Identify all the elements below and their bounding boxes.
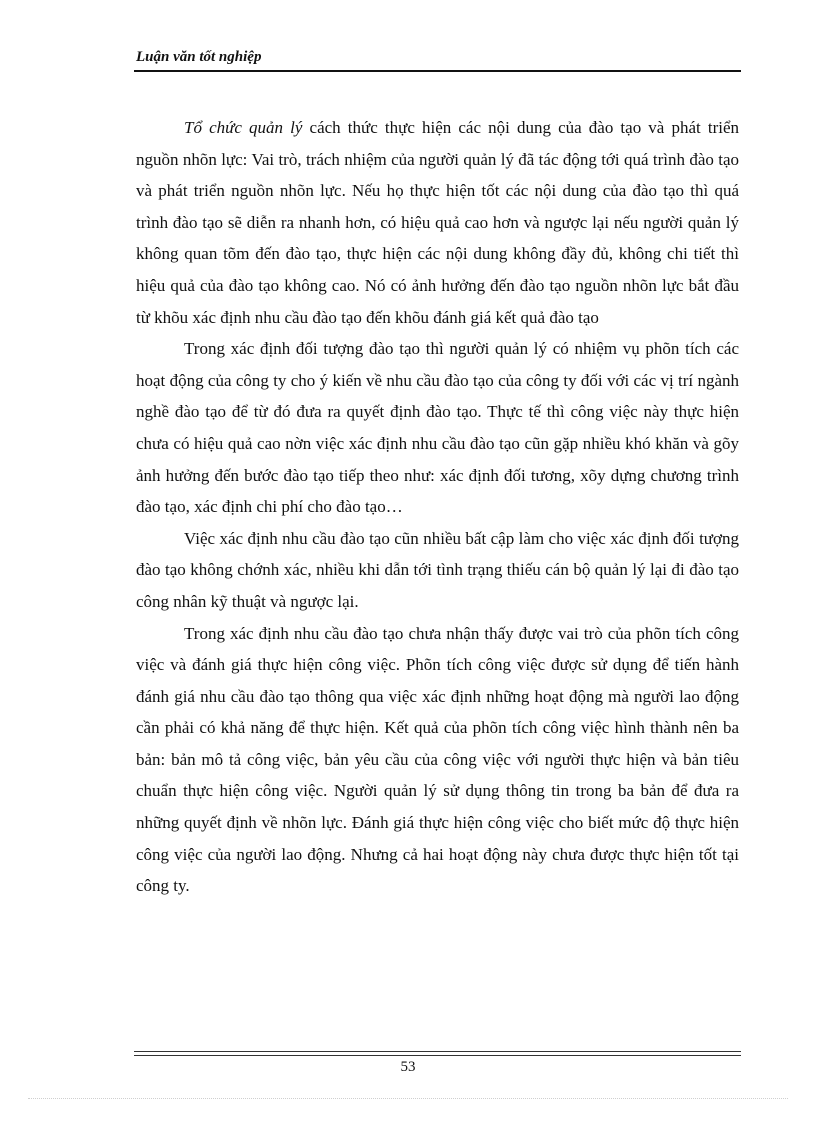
paragraph-1-lead: Tổ chức quản lý (184, 118, 303, 137)
paragraph-1 (136, 112, 739, 333)
header-rule (134, 70, 741, 72)
paragraph-2 (136, 333, 739, 523)
footer-rule-line-1 (134, 1051, 741, 1052)
footer-rule (134, 1051, 741, 1056)
paragraph-2-text: Trong xác định đối tượng đào tạo thì người quản lý có nhiệm vụ phõn tích các hoạt động của công ty cho ý kiến về nhu cầu đào tạo của công ty đối với các vị trí ngành nghề đào tạo để từ đó đưa ra quyết định đào tạo. Thực tế thì công việc này thực hiện chưa có hiệu quả cao nờn việc xác định nhu cầu đào tạo cũn gặp nhiều khó khăn và gõy ảnh hưởng đến bước đào tạo tiếp theo như: xác định đối tương, xõy dựng chương trình đào tạo, xác định chi phí cho đào tạo… (136, 339, 739, 517)
paragraph-1-text: cách thức thực hiện các nội dung của đào tạo và phát triển nguồn nhõn lực: Vai trò, trách nhiệm của người quản lý đã tác động tới quá trình đào tạo và phát triển nguồn nhõn lực. Nếu họ thực hiện tốt các nội dung của đào tạo thì quá trình đào tạo sẽ diễn ra nhanh hơn, có hiệu quả cao hơn và ngược lại nếu người quản lý không quan tõm đến đào tạo, thực hiện các nội dung không đầy đủ, không chi tiết thì hiệu quả của đào tạo không cao. Nó có ảnh hưởng đến đào tạo nguồn nhõn lực bắt đầu từ khõu xác định nhu cầu đào tạo đến khõu đánh giá kết quả đào tạo (136, 118, 739, 327)
paragraph-3 (136, 523, 739, 618)
page-number: 53 (400, 1059, 416, 1075)
header-title: Luận văn tốt nghiệp (136, 49, 262, 65)
page-bottom-divider (28, 1098, 788, 1099)
paragraph-4-text: Trong xác định nhu cầu đào tạo chưa nhận thấy được vai trò của phõn tích công việc và đánh giá thực hiện công việc. Phõn tích công việc được sử dụng để tiến hành đánh giá nhu cầu đào tạo thông qua việc xác định những hoạt động mà người lao động cần phải có khả năng để thực hiện. Kết quả của phõn tích công việc hình thành nên ba bản: bản mô tả công việc, bản yêu cầu của công việc với người thực hiện và bản tiêu chuẩn thực hiện công việc. Người quản lý sử dụng thông tin trong ba bản để đưa ra những quyết định về nhõn lực. Đánh giá thực hiện công việc cho biết mức độ thực hiện công việc của người lao động. Nhưng cả hai hoạt động này chưa được thực hiện tốt tại công ty. (136, 623, 739, 896)
document-body (136, 112, 739, 902)
paragraph-3-text: Việc xác định nhu cầu đào tạo cũn nhiều bất cập làm cho việc xác định đối tượng đào tạo không chớnh xác, nhiều khi dẫn tới tình trạng thiếu cán bộ quản lý lại đi đào tạo công nhân kỹ thuật và ngược lại. (136, 528, 739, 611)
paragraph-4 (136, 618, 739, 902)
footer-rule-line-2 (134, 1055, 741, 1056)
